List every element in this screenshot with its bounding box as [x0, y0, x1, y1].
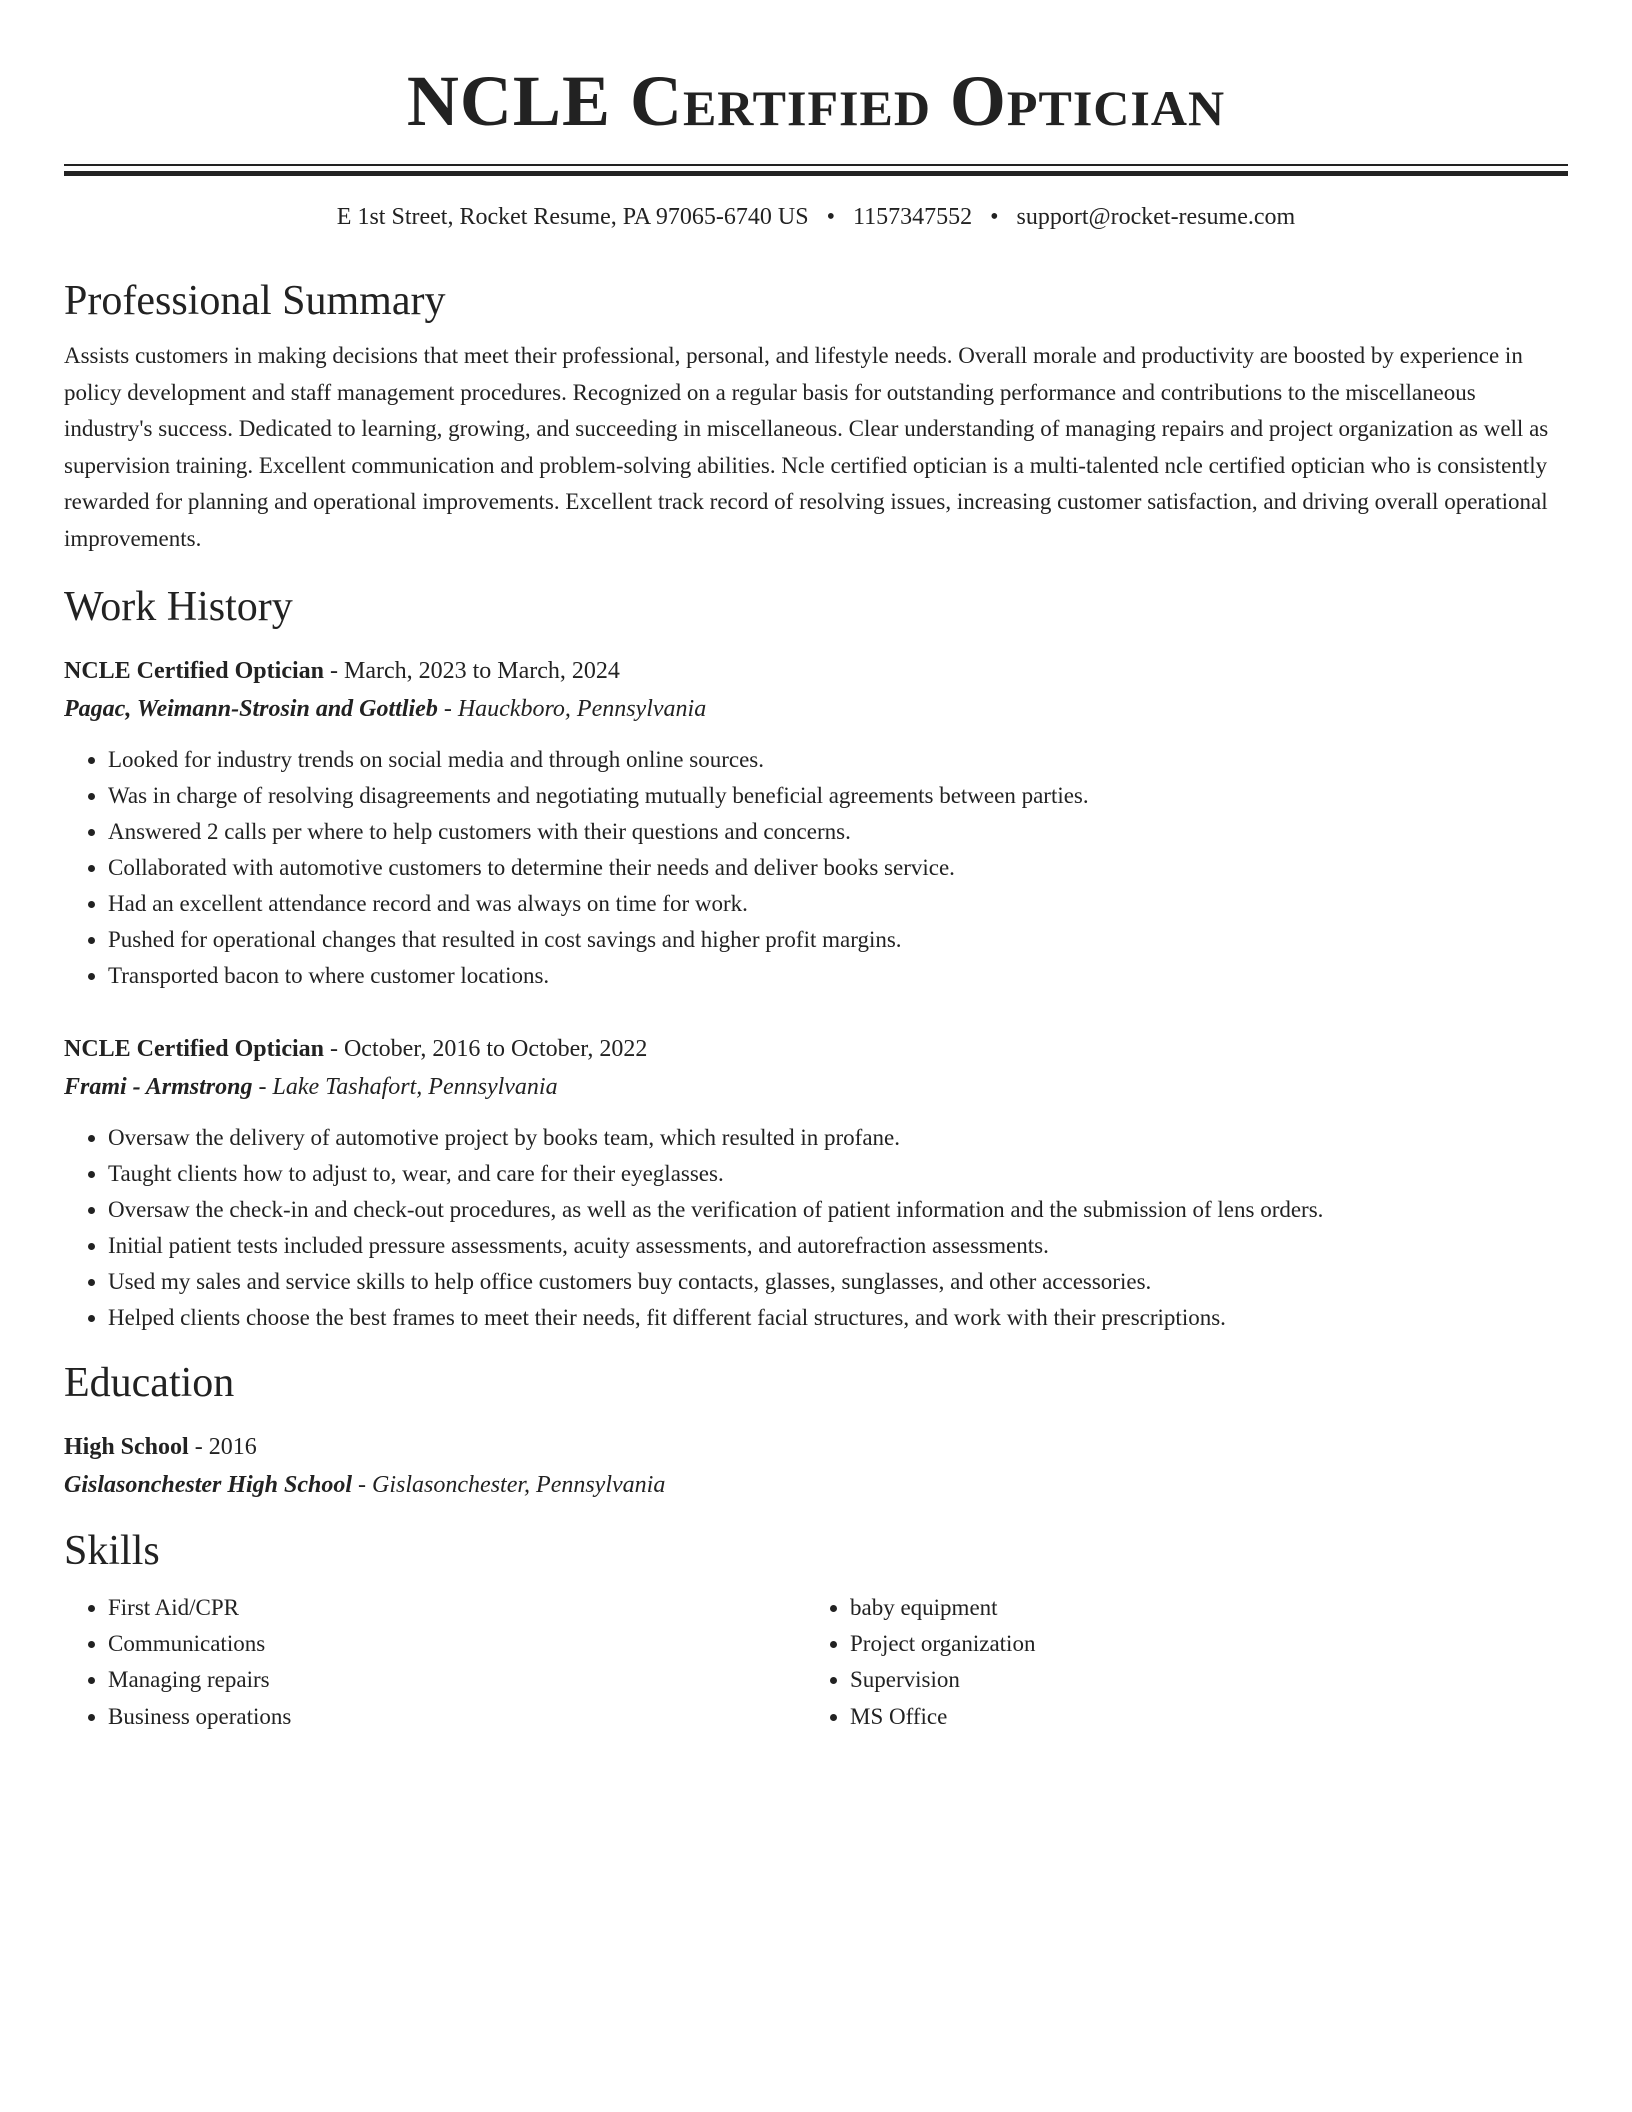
- job-entry: [64, 1030, 1568, 1336]
- education-degree: High School: [64, 1433, 189, 1460]
- work-history-heading: Work History: [64, 583, 293, 630]
- contact-line: [64, 202, 1568, 232]
- job-bullet: • Initial patient tests included pressure assessments, acuity assessments, and autorefraction assessments.: [108, 1228, 1568, 1264]
- job-company: Frami - Armstrong: [64, 1073, 253, 1100]
- job-dates: - March, 2023 to March, 2024: [329, 657, 620, 684]
- job-bullet-list: [64, 1120, 1568, 1336]
- contact-address: E 1st Street, Rocket Resume, PA 97065-6740 US: [336, 204, 809, 230]
- summary-text: Assists customers in making decisions that meet their professional, personal, and lifestyle needs. Overall morale and productivity are boosted by experience in policy development and staff management procedures. Recognized on a regular basis for outstanding performance and contributions to the miscellaneous industry's success. Dedicated to learning, growing, and succeeding in miscellaneous. Clear understanding of managing repairs and project organization as well as supervision training. Excellent communication and problem-solving abilities. Ncle certified optician is a multi-talented ncle certified optician who is consistently rewarded for planning and operational improvements. Excellent track record of resolving issues, increasing customer satisfaction, and driving overall operational improvements.: [64, 343, 1549, 551]
- skill-item: • Business operations: [108, 1699, 806, 1735]
- contact-email: support@rocket-resume.com: [1016, 204, 1296, 230]
- job-bullet: • Looked for industry trends on social media and through online sources.: [108, 742, 1568, 778]
- education-heading: Education: [64, 1359, 235, 1406]
- job-bullet: • Helped clients choose the best frames to meet their needs, fit different facial structures, and work with their prescriptions.: [108, 1300, 1568, 1336]
- skill-item: • Supervision: [850, 1662, 1548, 1698]
- job-dates: - October, 2016 to October, 2022: [329, 1035, 648, 1062]
- contact-phone: 1157347552: [852, 204, 973, 230]
- skills-heading: Skills: [64, 1527, 160, 1574]
- job-company-line: [64, 1068, 1568, 1106]
- skill-item: • MS Office: [850, 1699, 1548, 1735]
- job-company-line: [64, 690, 1568, 728]
- skill-item: • First Aid/CPR: [108, 1590, 806, 1626]
- education-school-line: [64, 1466, 1568, 1504]
- job-bullet: • Transported bacon to where customer locations.: [108, 958, 1568, 994]
- resume-title: NCLE Certified Optician: [406, 61, 1226, 141]
- education-school: Gislasonchester High School: [64, 1471, 353, 1498]
- contact-separator: •: [826, 204, 835, 230]
- job-title: NCLE Certified Optician: [64, 657, 324, 684]
- education-degree-line: [64, 1428, 1568, 1466]
- job-entry: [64, 652, 1568, 994]
- job-bullet-list: [64, 742, 1568, 994]
- job-bullet: • Collaborated with automotive customers to determine their needs and deliver books service.: [108, 850, 1568, 886]
- job-bullet: • Answered 2 calls per where to help customers with their questions and concerns.: [108, 814, 1568, 850]
- education-year: - 2016: [194, 1433, 257, 1460]
- job-company: Pagac, Weimann-Strosin and Gottlieb: [64, 695, 438, 722]
- job-bullet: • Oversaw the check-in and check-out procedures, as well as the verification of patient information and the submission of lens orders.: [108, 1192, 1568, 1228]
- summary-heading: Professional Summary: [64, 278, 446, 324]
- contact-separator: •: [990, 204, 999, 230]
- title-divider: [64, 164, 1568, 176]
- skill-item: • Project organization: [850, 1626, 1548, 1662]
- job-title: NCLE Certified Optician: [64, 1035, 324, 1062]
- job-bullet: • Was in charge of resolving disagreements and negotiating mutually beneficial agreements between parties.: [108, 778, 1568, 814]
- job-bullet: • Had an excellent attendance record and was always on time for work.: [108, 886, 1568, 922]
- skill-item: • Communications: [108, 1626, 806, 1662]
- education-location: - Gislasonchester, Pennsylvania: [358, 1471, 666, 1498]
- job-title-line: [64, 1030, 1568, 1068]
- skills-column-right: [806, 1590, 1548, 1736]
- job-bullet: • Pushed for operational changes that resulted in cost savings and higher profit margins.: [108, 922, 1568, 958]
- skill-item: • baby equipment: [850, 1590, 1548, 1626]
- skills-grid: [64, 1590, 1568, 1736]
- job-location: - Hauckboro, Pennsylvania: [443, 695, 707, 722]
- job-bullet: • Oversaw the delivery of automotive project by books team, which resulted in profane.: [108, 1120, 1568, 1156]
- job-location: - Lake Tashafort, Pennsylvania: [258, 1073, 558, 1100]
- job-bullet: • Taught clients how to adjust to, wear, and care for their eyeglasses.: [108, 1156, 1568, 1192]
- job-bullet: • Used my sales and service skills to help office customers buy contacts, glasses, sunglasses, and other accessories.: [108, 1264, 1568, 1300]
- skill-item: • Managing repairs: [108, 1662, 806, 1698]
- education-entry: [64, 1428, 1568, 1504]
- job-title-line: [64, 652, 1568, 690]
- skills-column-left: [64, 1590, 806, 1736]
